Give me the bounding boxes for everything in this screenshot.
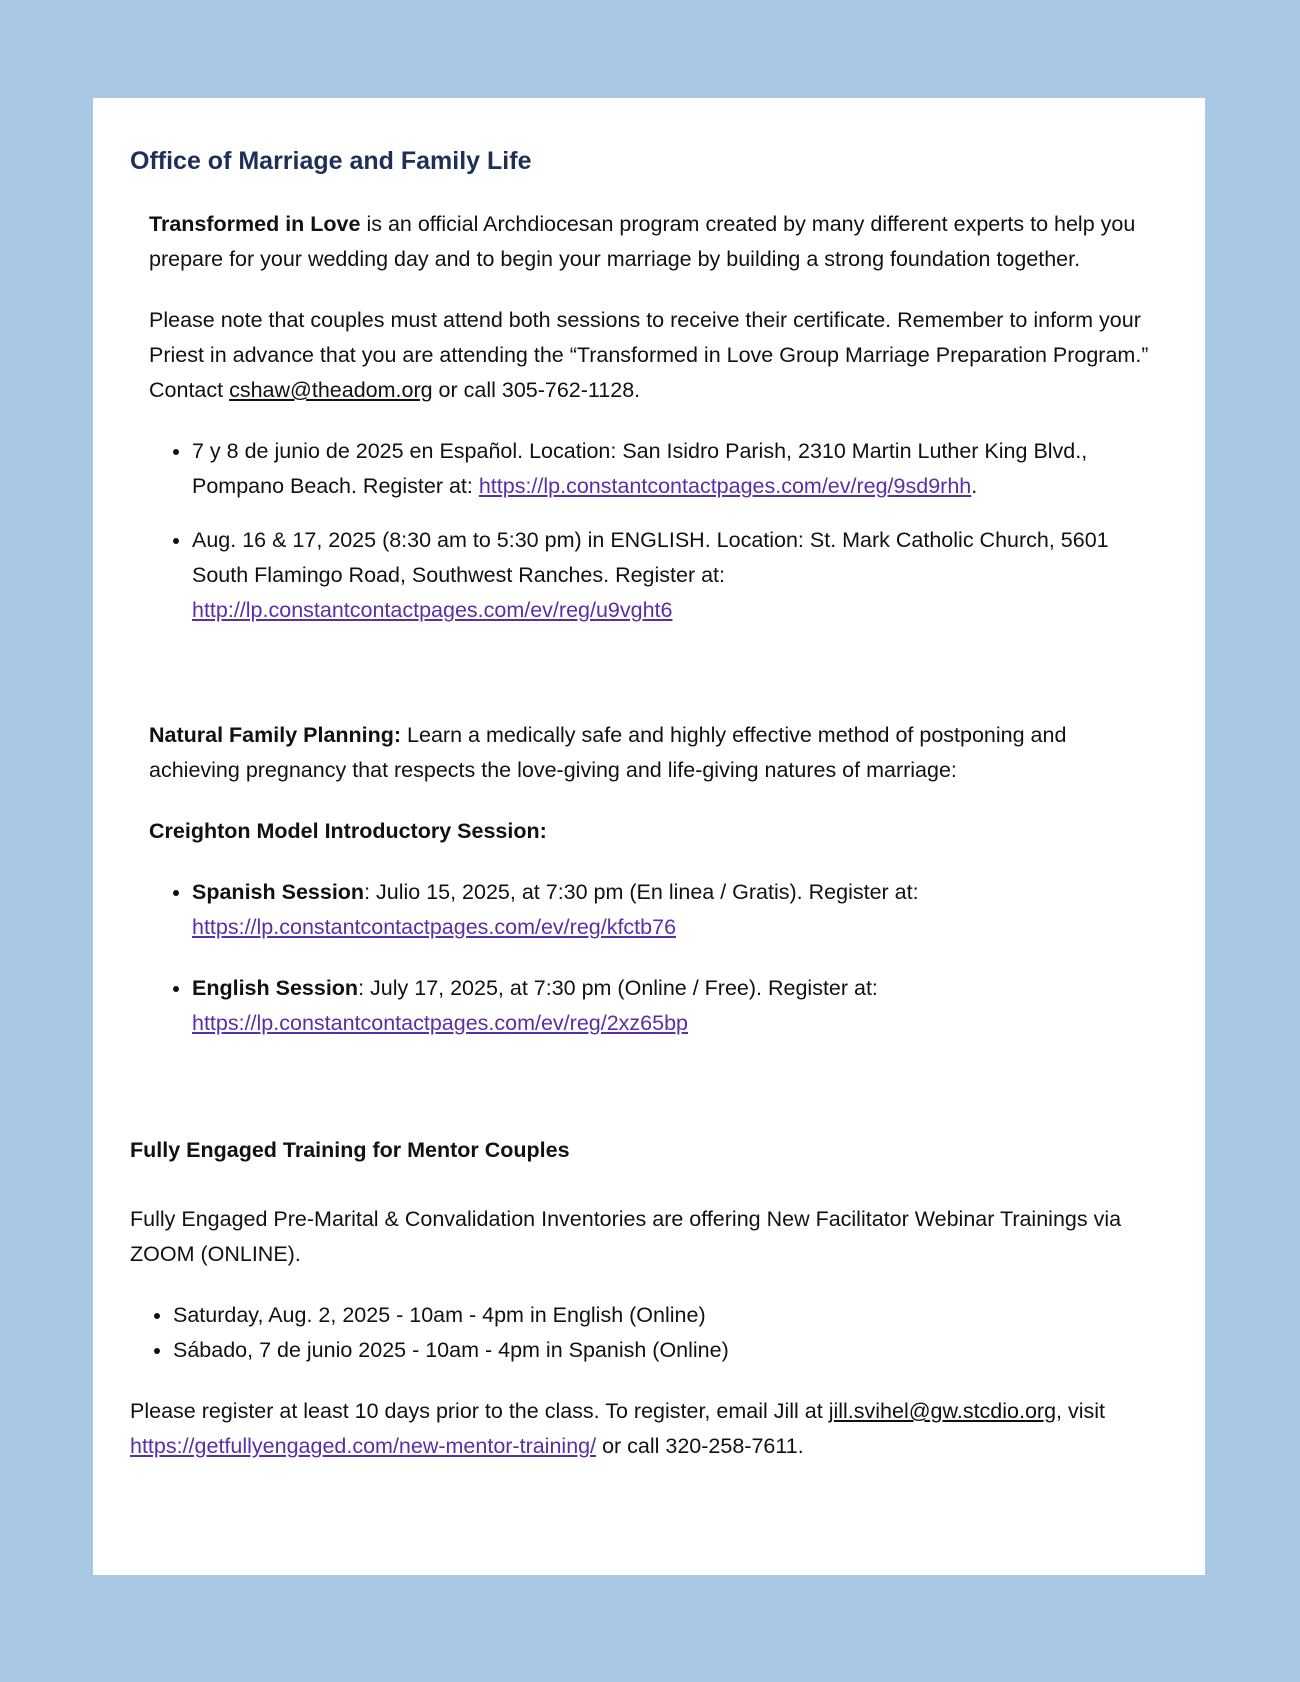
transformed-note-phone: or call 305-762-1128.: [432, 378, 641, 402]
mentor-dates-list: [130, 1298, 1185, 1368]
register-link[interactable]: https://lp.constantcontactpages.com/ev/reg/kfctb76: [192, 915, 677, 939]
transformed-intro-text: is an official Archdiocesan program created by many different experts to help you prepare for your wedding day and to begin your marriage by building a strong foundation together.: [149, 212, 1136, 271]
list-item: [192, 523, 1155, 628]
mentor-register-text: Please register at least 10 days prior to the class. To register, email Jill at: [130, 1399, 829, 1423]
mentor-training-link[interactable]: https://getfullyengaged.com/new-mentor-training/: [130, 1434, 597, 1458]
nfp-sessions-list: [149, 875, 1155, 1041]
list-item: [192, 875, 1155, 945]
mentor-register-mid: , visit: [1056, 1399, 1106, 1423]
jill-email-link[interactable]: jill.svihel@gw.stcdio.org: [828, 1399, 1057, 1423]
content-card: [93, 98, 1205, 1575]
session-text: Aug. 16 & 17, 2025 (8:30 am to 5:30 pm) in ENGLISH. Location: St. Mark Catholic Church, 5601 South Flamingo Road, Southwest Ranches. Register at:: [192, 528, 1109, 587]
office-title: Office of Marriage and Family Life: [130, 147, 532, 175]
mentor-register-phone: or call 320-258-7611.: [596, 1434, 804, 1458]
list-item: [192, 971, 1155, 1041]
transformed-note: [149, 303, 1155, 408]
register-link[interactable]: https://lp.constantcontactpages.com/ev/reg/2xz65bp: [192, 1011, 688, 1035]
session-text: 7 y 8 de junio de 2025 en Español. Location: San Isidro Parish, 2310 Martin Luther King Blvd., Pompano Beach. Register at:: [192, 439, 1088, 498]
program-name: Transformed in Love: [149, 212, 361, 236]
transformed-intro: [149, 207, 1155, 277]
list-item: [192, 434, 1155, 504]
session-text: : Julio 15, 2025, at 7:30 pm (En linea / Gratis). Register at:: [364, 880, 919, 904]
contact-email-link[interactable]: cshaw@theadom.org: [229, 378, 433, 402]
list-item: • Saturday, Aug. 2, 2025 - 10am - 4pm in English (Online): [173, 1298, 1185, 1333]
register-link[interactable]: https://lp.constantcontactpages.com/ev/reg/9sd9rhh: [478, 474, 972, 498]
transformed-note-text: Please note that couples must attend both sessions to receive their certificate. Remember to inform your Priest in advance that you are attending the “Transformed in Love Group Marriage Preparation Program.” Contact: [149, 308, 1149, 402]
list-item: • Sábado, 7 de junio 2025 - 10am - 4pm in Spanish (Online): [173, 1333, 1185, 1368]
mentor-intro: Fully Engaged Pre-Marital & Convalidation Inventories are offering New Facilitator Webinar Trainings via ZOOM (ONLINE).: [130, 1207, 1122, 1266]
session-label: English Session: [192, 976, 359, 1000]
nfp-name: Natural Family Planning:: [149, 723, 402, 747]
transformed-sessions-list: [149, 434, 1155, 628]
register-link[interactable]: http://lp.constantcontactpages.com/ev/reg/u9vght6: [192, 598, 673, 622]
mentor-heading: Fully Engaged Training for Mentor Couples: [130, 1138, 570, 1162]
session-label: Spanish Session: [192, 880, 365, 904]
session-text: : July 17, 2025, at 7:30 pm (Online / Free). Register at:: [358, 976, 878, 1000]
nfp-intro: [149, 718, 1155, 788]
mentor-register: [130, 1394, 1185, 1464]
session-after: .: [971, 474, 978, 498]
creighton-heading: Creighton Model Introductory Session:: [149, 819, 547, 843]
nfp-desc: Learn a medically safe and highly effective method of postponing and achieving pregnancy that respects the love-giving and life-giving natures of marriage:: [149, 723, 1067, 782]
